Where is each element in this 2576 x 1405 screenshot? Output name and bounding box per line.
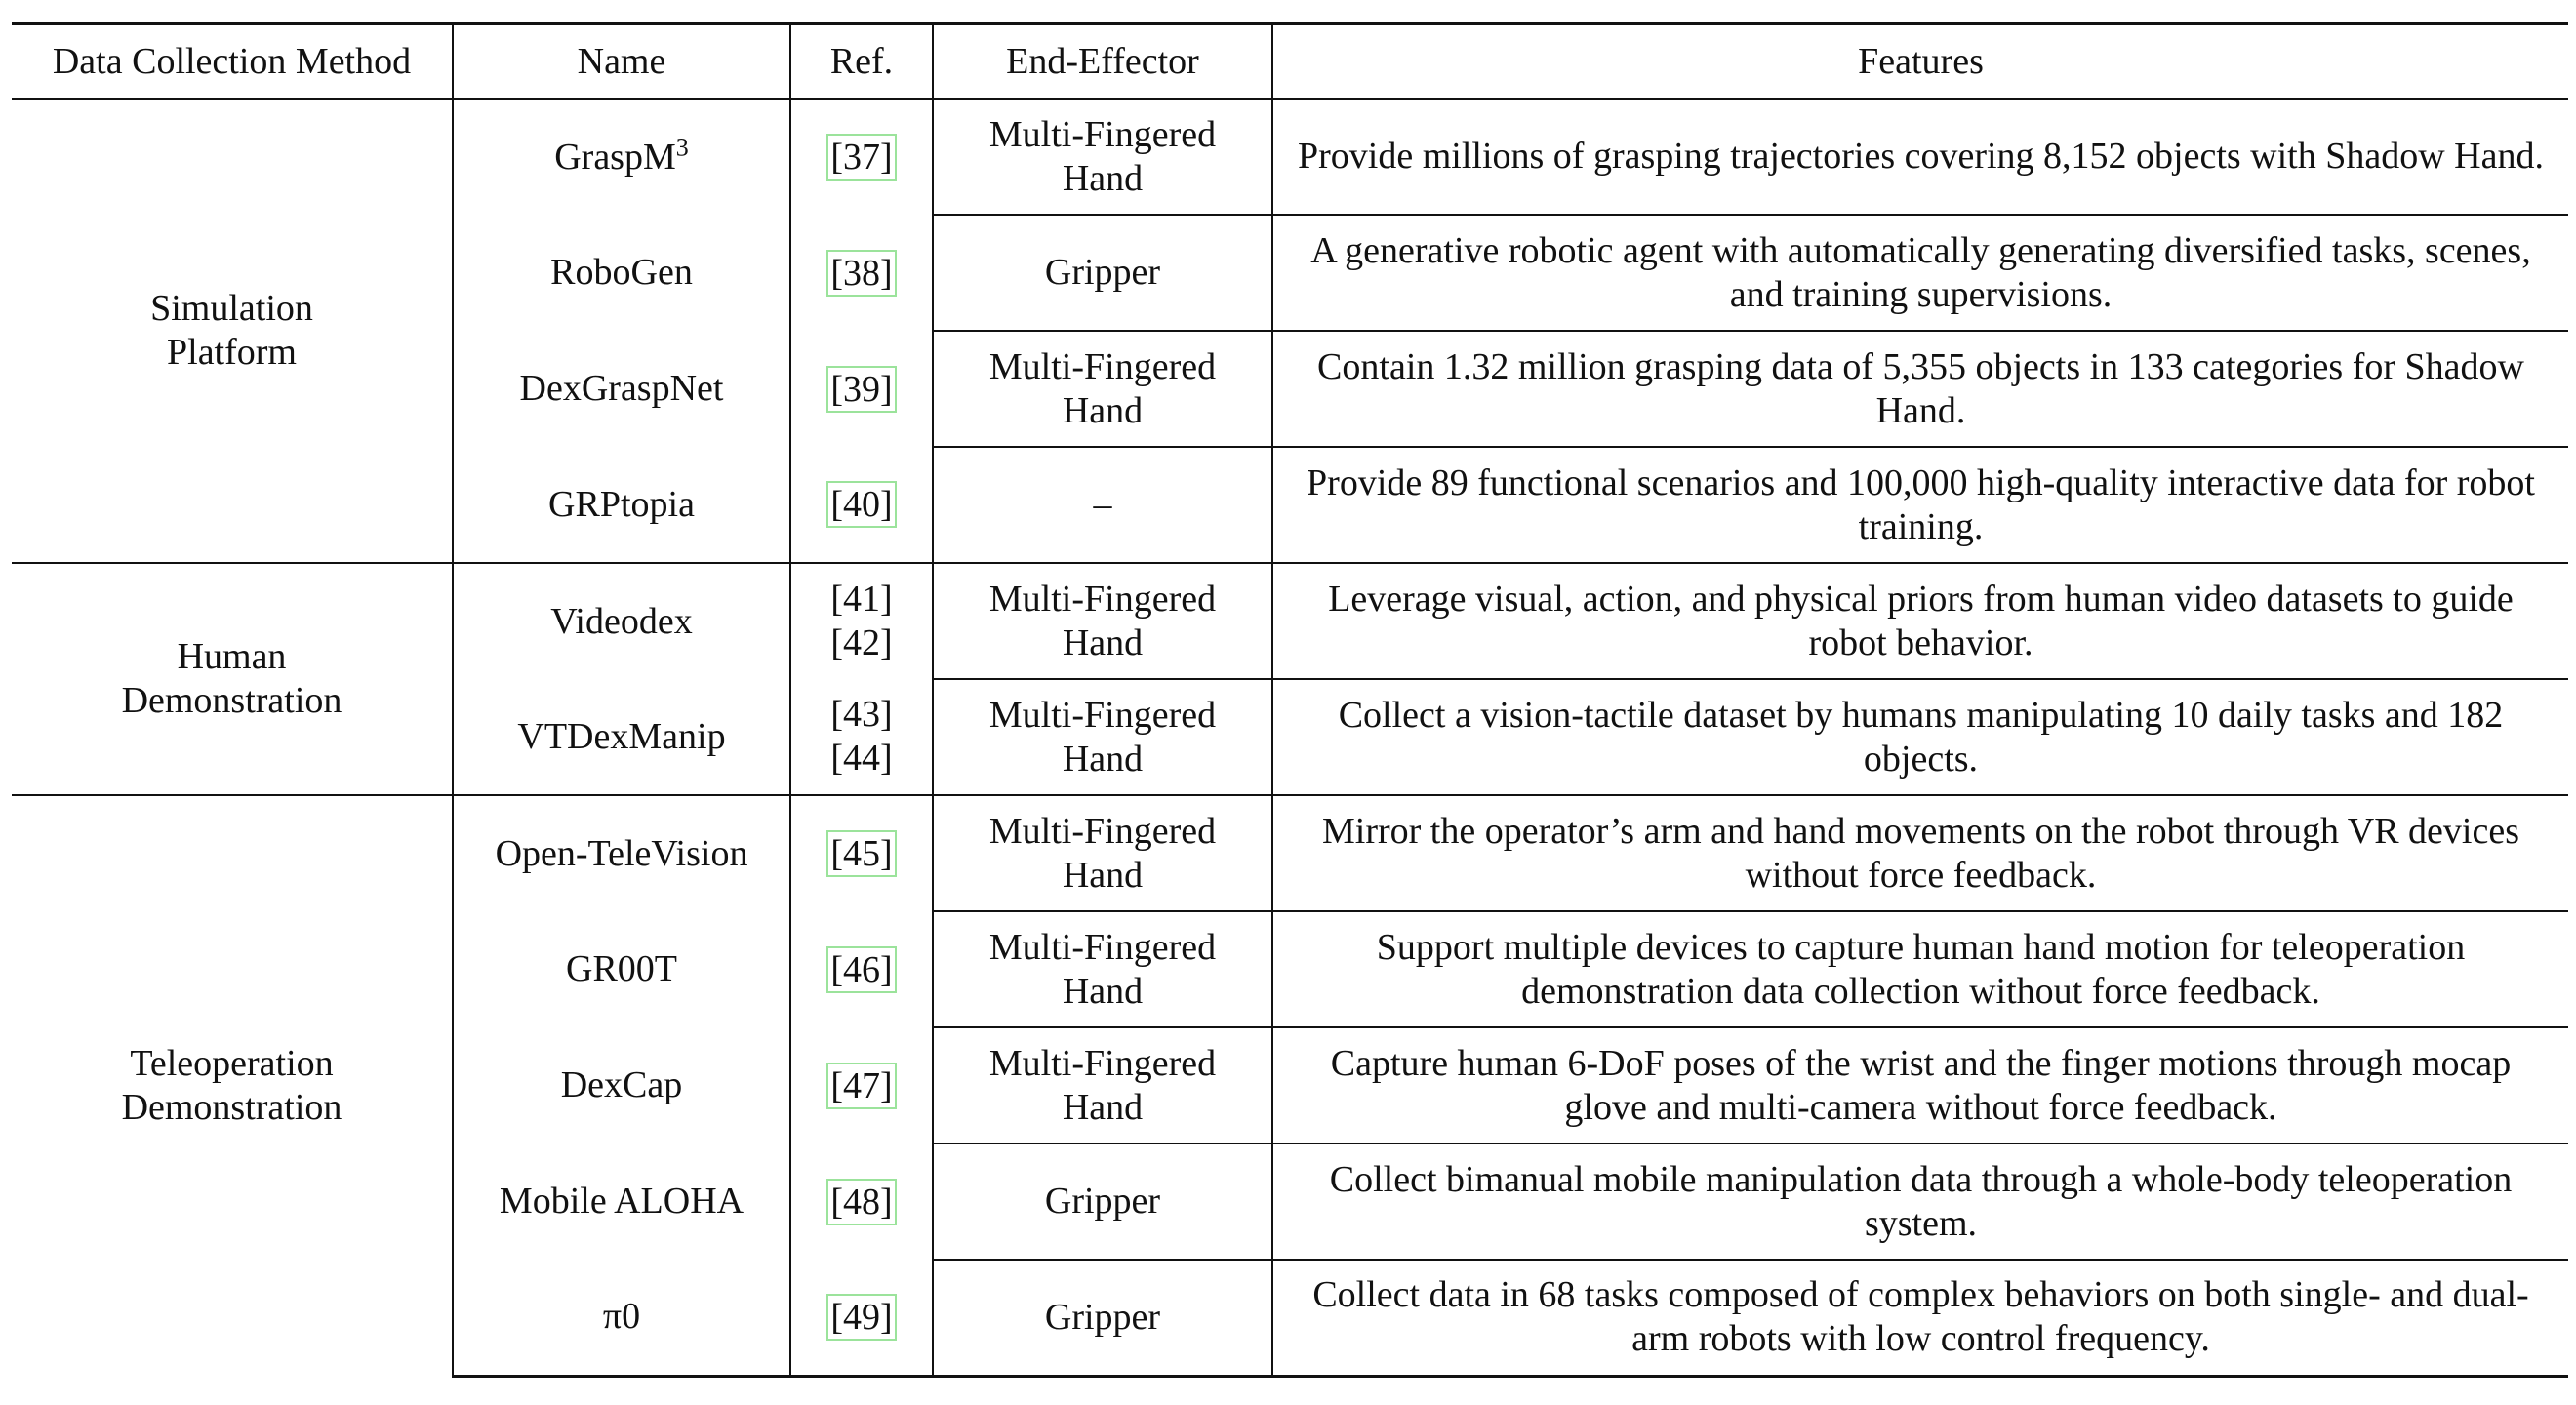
header-method: Data Collection Method [12,24,453,100]
dataset-name: π0 [602,1296,641,1338]
dataset-name: Videodex [550,600,693,642]
reference-link[interactable]: [45] [826,830,896,877]
end-effector-label: Multi-Fingered [988,694,1217,736]
table-body [12,99,2568,1376]
features-text: Mirror the operator’s arm and hand movements on the robot through VR devices without force feedback. [1322,810,2519,896]
end-effector-cell [933,331,1272,447]
name-cell [453,1144,790,1260]
end-effector-cell [933,679,1272,795]
reference-link[interactable]: [39] [826,366,896,413]
features-text: Provide millions of grasping trajectories covering 8,152 objects with Shadow Hand. [1298,136,2544,177]
name-cell [453,215,790,331]
dataset-name: Open-TeleVision [495,832,748,874]
reference-link[interactable]: [48] [826,1179,896,1225]
name-superscript: 3 [675,132,689,161]
end-effector-cell [933,1027,1272,1144]
dataset-name: Mobile ALOHA [499,1181,745,1222]
end-effector-label: Hand [1062,1086,1144,1128]
end-effector-cell [933,1260,1272,1376]
name-cell [453,99,790,215]
features-text: Collect bimanual mobile manipulation data through a whole-body teleoperation system. [1329,1158,2513,1244]
features-cell [1272,1144,2568,1260]
end-effector-label: – [1093,484,1112,525]
ref-cell [790,563,933,679]
features-cell [1272,1260,2568,1376]
ref-cell [790,99,933,215]
features-cell [1272,215,2568,331]
name-cell [453,911,790,1027]
header-features: Features [1272,24,2568,100]
end-effector-label: Multi-Fingered [988,810,1217,852]
end-effector-label: Multi-Fingered [988,926,1217,968]
end-effector-label: Multi-Fingered [988,1042,1217,1084]
reference-link[interactable]: [44] [830,738,893,779]
features-text: A generative robotic agent with automatically generating diversified tasks, scenes, and training supervisions. [1310,229,2531,315]
end-effector-cell [933,563,1272,679]
end-effector-label: Hand [1062,738,1144,780]
ref-cell [790,911,933,1027]
end-effector-cell [933,215,1272,331]
end-effector-cell [933,795,1272,911]
features-cell [1272,795,2568,911]
end-effector-label: Hand [1062,970,1144,1012]
name-cell [453,795,790,911]
name-cell [453,563,790,679]
end-effector-cell [933,447,1272,563]
method-label: Demonstration [121,680,342,721]
end-effector-label: Gripper [1044,252,1161,293]
reference-stack [830,578,892,665]
table-row [12,795,2568,911]
reference-link[interactable]: [41] [830,579,893,620]
features-text: Leverage visual, action, and physical priors from human video datasets to guide robot behavior. [1328,578,2514,663]
dataset-name: RoboGen [550,252,693,293]
reference-link[interactable]: [38] [826,250,896,297]
table-row [12,563,2568,679]
name-cell [453,679,790,795]
end-effector-label: Gripper [1044,1181,1161,1222]
features-cell [1272,911,2568,1027]
dataset-name: DexGraspNet [519,368,724,409]
method-label: Demonstration [121,1087,342,1128]
reference-link[interactable]: [43] [830,694,893,735]
end-effector-cell [933,911,1272,1027]
ref-cell [790,1144,933,1260]
end-effector-label: Gripper [1044,1296,1161,1338]
end-effector-label: Multi-Fingered [988,578,1217,620]
features-cell [1272,679,2568,795]
reference-link[interactable]: [46] [826,946,896,993]
data-collection-table [12,22,2568,1378]
end-effector-cell [933,99,1272,215]
features-text: Contain 1.32 million grasping data of 5,355 objects in 133 categories for Shadow Hand. [1317,345,2524,431]
end-effector-label: Hand [1062,622,1144,663]
dataset-name: GRPtopia [548,483,695,525]
method-label: Human [177,636,287,677]
ref-cell [790,795,933,911]
features-cell [1272,563,2568,679]
reference-link[interactable]: [47] [826,1063,896,1109]
reference-link[interactable]: [42] [830,622,893,663]
ref-cell [790,447,933,563]
dataset-name: GraspM [554,136,676,178]
features-cell [1272,331,2568,447]
table-header [12,24,2568,100]
method-cell [12,795,453,1376]
name-cell [453,331,790,447]
dataset-name: DexCap [560,1064,683,1105]
reference-link[interactable]: [40] [826,481,896,528]
name-cell [453,447,790,563]
features-text: Capture human 6-DoF poses of the wrist and the finger motions through mocap glove and multi-camera without force feedback. [1330,1042,2512,1128]
ref-cell [790,1260,933,1376]
ref-cell [790,331,933,447]
features-text: Collect a vision-tactile dataset by humans manipulating 10 daily tasks and 182 objects. [1338,694,2504,780]
features-cell [1272,99,2568,215]
end-effector-label: Hand [1062,854,1144,896]
end-effector-label: Hand [1062,389,1144,431]
name-cell [453,1027,790,1144]
header-ref: Ref. [790,24,933,100]
reference-link[interactable]: [37] [826,134,896,181]
end-effector-label: Hand [1062,157,1144,199]
method-label: Teleoperation [130,1043,334,1084]
dataset-name: VTDexManip [517,715,726,757]
method-label: Platform [167,332,297,373]
end-effector-label: Multi-Fingered [988,113,1217,155]
end-effector-label: Multi-Fingered [988,345,1217,387]
method-cell [12,563,453,795]
features-cell [1272,447,2568,563]
reference-link[interactable]: [49] [826,1294,896,1341]
features-text: Support multiple devices to capture human hand motion for teleoperation demonstration data collection without force feedback. [1376,926,2466,1012]
features-text: Provide 89 functional scenarios and 100,000 high-quality interactive data for robot training. [1307,462,2535,547]
method-cell [12,99,453,563]
method-label: Simulation [150,288,313,329]
ref-cell [790,215,933,331]
features-cell [1272,1027,2568,1144]
header-end-effector: End-Effector [933,24,1272,100]
header-name: Name [453,24,790,100]
name-cell [453,1260,790,1376]
ref-cell [790,1027,933,1144]
ref-cell [790,679,933,795]
table-row [12,99,2568,215]
dataset-name: GR00T [566,948,677,989]
end-effector-cell [933,1144,1272,1260]
reference-stack [830,693,892,781]
features-text: Collect data in 68 tasks composed of complex behaviors on both single- and dual-arm robots with low control frequency. [1312,1274,2529,1360]
